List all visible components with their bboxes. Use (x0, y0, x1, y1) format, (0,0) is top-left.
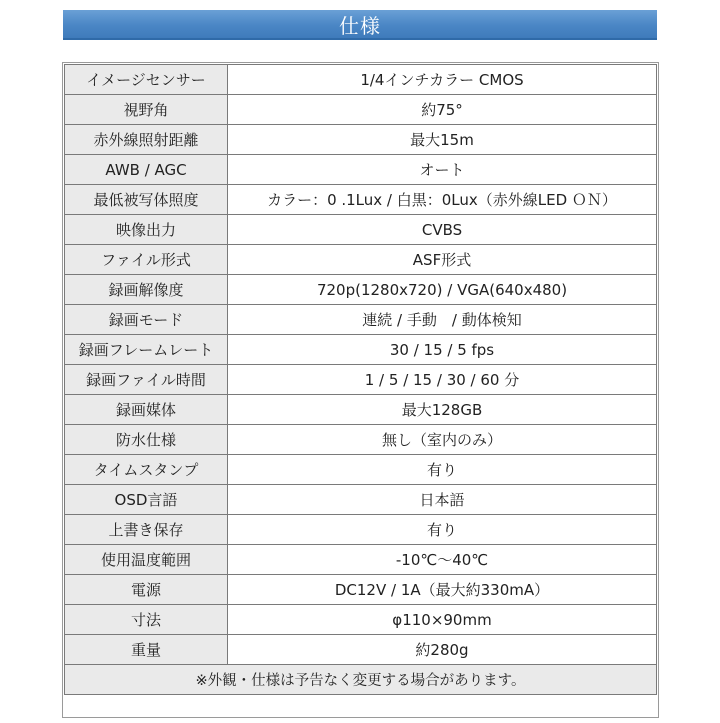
spec-value: φ110×90mm (228, 605, 657, 635)
spec-row (65, 245, 657, 275)
spec-label: 最低被写体照度 (65, 185, 228, 215)
spec-row (65, 65, 657, 95)
spec-label: タイムスタンプ (65, 455, 228, 485)
spec-value: ASF形式 (228, 245, 657, 275)
spec-row (65, 395, 657, 425)
section-header-banner (63, 10, 657, 40)
spec-row (65, 365, 657, 395)
spec-label: 寸法 (65, 605, 228, 635)
spec-value: 約75° (228, 95, 657, 125)
spec-value: オート (228, 155, 657, 185)
spec-label: ファイル形式 (65, 245, 228, 275)
spec-row (65, 575, 657, 605)
spec-label: 録画モード (65, 305, 228, 335)
spec-row (65, 635, 657, 665)
spec-label: 赤外線照射距離 (65, 125, 228, 155)
spec-value: -10℃～40℃ (228, 545, 657, 575)
spec-label: 録画ファイル時間 (65, 365, 228, 395)
spec-label: 録画フレームレート (65, 335, 228, 365)
spec-value: 30 / 15 / 5 fps (228, 335, 657, 365)
spec-label: 録画媒体 (65, 395, 228, 425)
spec-row (65, 545, 657, 575)
spec-value: 最大128GB (228, 395, 657, 425)
spec-row (65, 125, 657, 155)
spec-row (65, 425, 657, 455)
spec-value: 720p(1280x720) / VGA(640x480) (228, 275, 657, 305)
spec-label: 使用温度範囲 (65, 545, 228, 575)
spec-value: 有り (228, 455, 657, 485)
spec-row (65, 455, 657, 485)
spec-value: 1 / 5 / 15 / 30 / 60 分 (228, 365, 657, 395)
spec-value: 無し（室内のみ） (228, 425, 657, 455)
spec-row (65, 95, 657, 125)
spec-label: イメージセンサー (65, 65, 228, 95)
spec-row (65, 185, 657, 215)
spec-label: 防水仕様 (65, 425, 228, 455)
spec-label: OSD言語 (65, 485, 228, 515)
spec-label: 映像出力 (65, 215, 228, 245)
footer-note: ※外観・仕様は予告なく変更する場合があります。 (65, 665, 657, 695)
spec-label: 電源 (65, 575, 228, 605)
spec-label: 視野角 (65, 95, 228, 125)
spec-row (65, 215, 657, 245)
spec-row (65, 335, 657, 365)
spec-row (65, 305, 657, 335)
spec-label: 上書き保存 (65, 515, 228, 545)
spec-value: 日本語 (228, 485, 657, 515)
spec-label: 重量 (65, 635, 228, 665)
spec-row (65, 155, 657, 185)
spec-value: 連続 / 手動 / 動体検知 (228, 305, 657, 335)
footer-note-row (65, 665, 657, 695)
spec-value: 最大15m (228, 125, 657, 155)
spec-row (65, 515, 657, 545)
spec-row (65, 605, 657, 635)
spec-value: 有り (228, 515, 657, 545)
spec-value: カラー：0 .1Lux / 白黒：0Lux（赤外線LED ＯＮ） (228, 185, 657, 215)
spec-value: CVBS (228, 215, 657, 245)
spec-table (64, 64, 657, 695)
spec-label: 録画解像度 (65, 275, 228, 305)
spec-row (65, 485, 657, 515)
spec-value: 1/4インチカラー CMOS (228, 65, 657, 95)
spec-value: 約280g (228, 635, 657, 665)
section-title: 仕様 (339, 13, 381, 38)
spec-label: AWB / AGC (65, 155, 228, 185)
spec-table-body (65, 65, 657, 695)
spec-row (65, 275, 657, 305)
spec-value: DC12V / 1A（最大約330mA） (228, 575, 657, 605)
